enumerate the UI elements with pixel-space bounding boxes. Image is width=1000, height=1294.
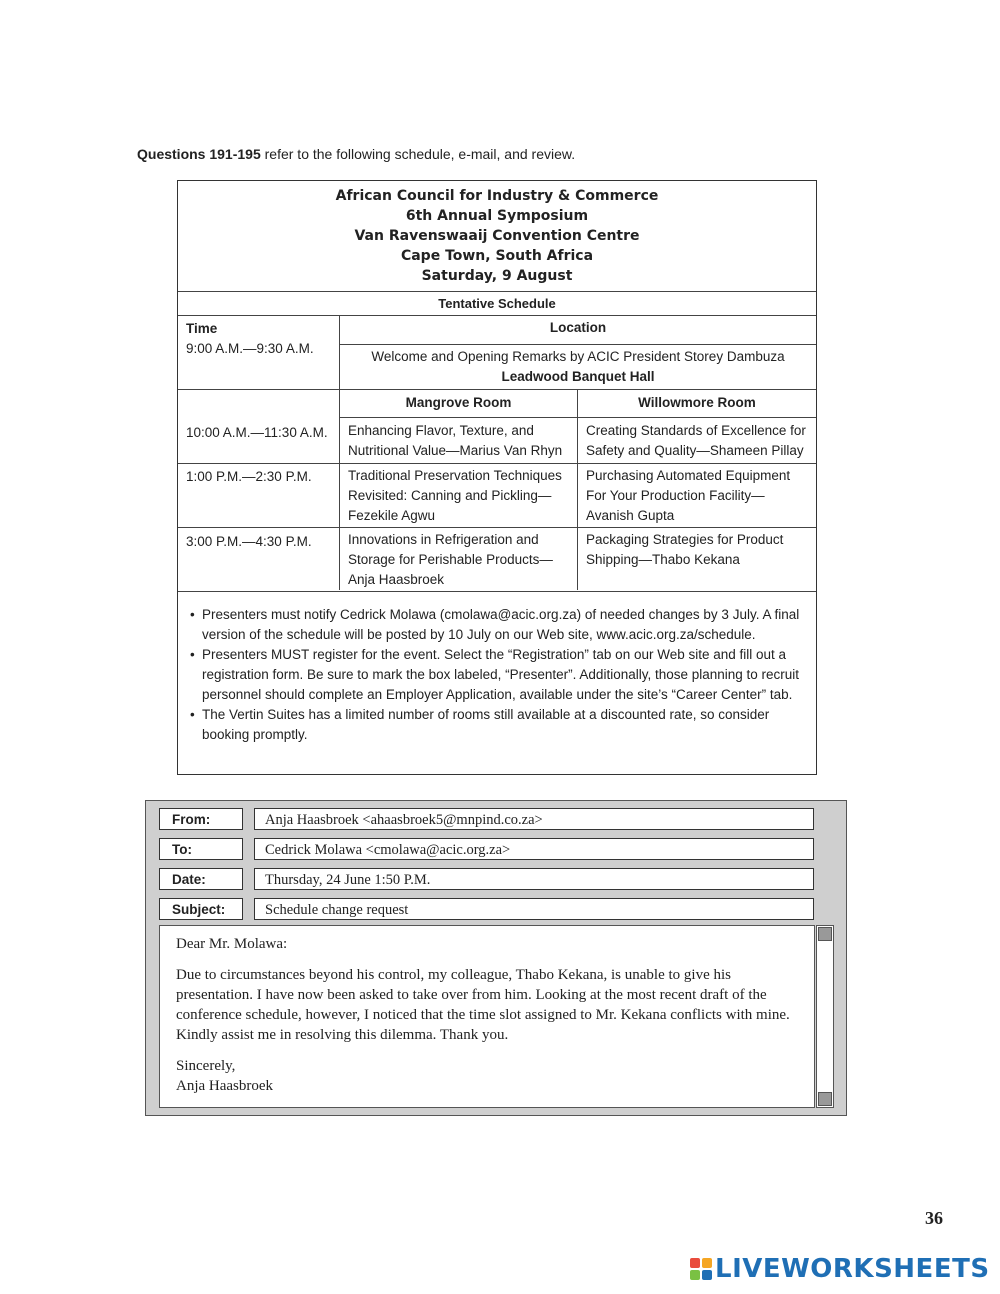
schedule-event: 6th Annual Symposium xyxy=(405,208,589,224)
session-mangrove: Enhancing Flavor, Texture, and Nutritional Value—Marius Van Rhyn xyxy=(348,423,563,458)
to-field[interactable]: Cedrick Molawa <cmolawa@acic.org.za> xyxy=(254,838,814,860)
email-message: Due to circumstances beyond his control, my colleague, Thabo Kekana, is unable to give his presentation. I have now been asked to take over from him. Looking at the most recent draft of the conference schedule, however, I noticed that the time slot assigned to Mr. Kekana conflicts with mine. Kindly assist me in resolving this dilemma. Thank you. xyxy=(176,967,790,1043)
divider xyxy=(340,417,816,418)
intro-bold: Questions 191-195 xyxy=(137,146,261,162)
scroll-down-button[interactable] xyxy=(818,1092,832,1106)
session-time: 10:00 A.M.—11:30 A.M. xyxy=(186,425,328,440)
liveworksheets-logo[interactable] xyxy=(690,1252,990,1286)
logo-square xyxy=(690,1258,700,1268)
to-label: To: xyxy=(159,838,243,860)
date-field[interactable]: Thursday, 24 June 1:50 P.M. xyxy=(254,868,814,890)
from-field[interactable]: Anja Haasbroek <ahaasbroek5@mnpind.co.za> xyxy=(254,808,814,830)
time-header: Time xyxy=(186,321,218,336)
divider xyxy=(178,591,816,592)
divider xyxy=(178,315,816,316)
session-mangrove: Innovations in Refrigeration and Storage for Perishable Products— Anja Haasbroek xyxy=(348,532,553,587)
subject-field[interactable]: Schedule change request xyxy=(254,898,814,920)
divider xyxy=(178,527,816,528)
schedule-venue: Van Ravenswaaij Convention Centre xyxy=(354,228,640,244)
email-body[interactable] xyxy=(159,925,815,1108)
subject-label: Subject: xyxy=(159,898,243,920)
room-header-willowmore: Willowmore Room xyxy=(638,395,756,410)
session-mangrove: Traditional Preservation Techniques Revisited: Canning and Pickling— Fezekile Agwu xyxy=(348,468,562,523)
divider xyxy=(577,389,578,590)
logo-text: LIVEWORKSHEETS xyxy=(715,1254,990,1284)
room-header-mangrove: Mangrove Room xyxy=(405,395,512,410)
opening-place: Leadwood Banquet Hall xyxy=(501,369,655,384)
session-willowmore: Packaging Strategies for Product Shipping—Thabo Kekana xyxy=(586,532,784,567)
note-item: • Presenters MUST register for the event. Select the “Registration” tab on our Web site and fill out a registration form. Be sure to mark the box labeled, “Presenter”. Additionally, those planning to recruit personnel should complete an Employer Application, available under the site’s “Career Center” tab. xyxy=(188,645,808,705)
schedule-box xyxy=(177,180,817,775)
intro-text xyxy=(137,146,575,162)
divider xyxy=(178,291,816,292)
intro-rest: refer to the following schedule, e-mail, and review. xyxy=(260,146,576,162)
email-closing: Sincerely, xyxy=(176,1058,236,1074)
email-window xyxy=(145,800,847,1116)
logo-square xyxy=(702,1258,712,1268)
opening-event: Welcome and Opening Remarks by ACIC President Storey Dambuza xyxy=(371,349,785,364)
schedule-city: Cape Town, South Africa xyxy=(400,248,594,264)
email-greeting: Dear Mr. Molawa: xyxy=(176,936,288,952)
session-time: 3:00 P.M.—4:30 P.M. xyxy=(186,534,312,549)
email-signature: Anja Haasbroek xyxy=(176,1078,274,1094)
divider xyxy=(340,344,816,345)
from-label: From: xyxy=(159,808,243,830)
liveworksheets-logo-icon xyxy=(690,1258,712,1280)
divider xyxy=(178,389,816,390)
schedule-notes xyxy=(188,605,808,745)
session-time: 1:00 P.M.—2:30 P.M. xyxy=(186,469,312,484)
logo-square xyxy=(690,1270,700,1280)
schedule-subtitle: Tentative Schedule xyxy=(438,296,556,311)
divider xyxy=(178,463,816,464)
page-number: 36 xyxy=(925,1208,943,1228)
session-willowmore: Creating Standards of Excellence for Safety and Quality—Shameen Pillay xyxy=(586,423,806,458)
note-item: • The Vertin Suites has a limited number of rooms still available at a discounted rate, so consider booking promptly. xyxy=(188,705,808,745)
email-scrollbar[interactable] xyxy=(816,925,834,1108)
scroll-up-button[interactable] xyxy=(818,927,832,941)
session-willowmore: Purchasing Automated Equipment For Your Production Facility— Avanish Gupta xyxy=(586,468,791,523)
note-item: • Presenters must notify Cedrick Molawa (cmolawa@acic.org.za) of needed changes by 3 July. A final version of the schedule will be posted by 10 July on our Web site, www.acic.org.za/schedule. xyxy=(188,605,808,645)
location-header: Location xyxy=(549,320,607,335)
schedule-date: Saturday, 9 August xyxy=(421,268,573,284)
logo-square xyxy=(702,1270,712,1280)
date-label: Date: xyxy=(159,868,243,890)
opening-time: 9:00 A.M.—9:30 A.M. xyxy=(186,341,314,356)
schedule-org: African Council for Industry & Commerce xyxy=(335,188,659,204)
